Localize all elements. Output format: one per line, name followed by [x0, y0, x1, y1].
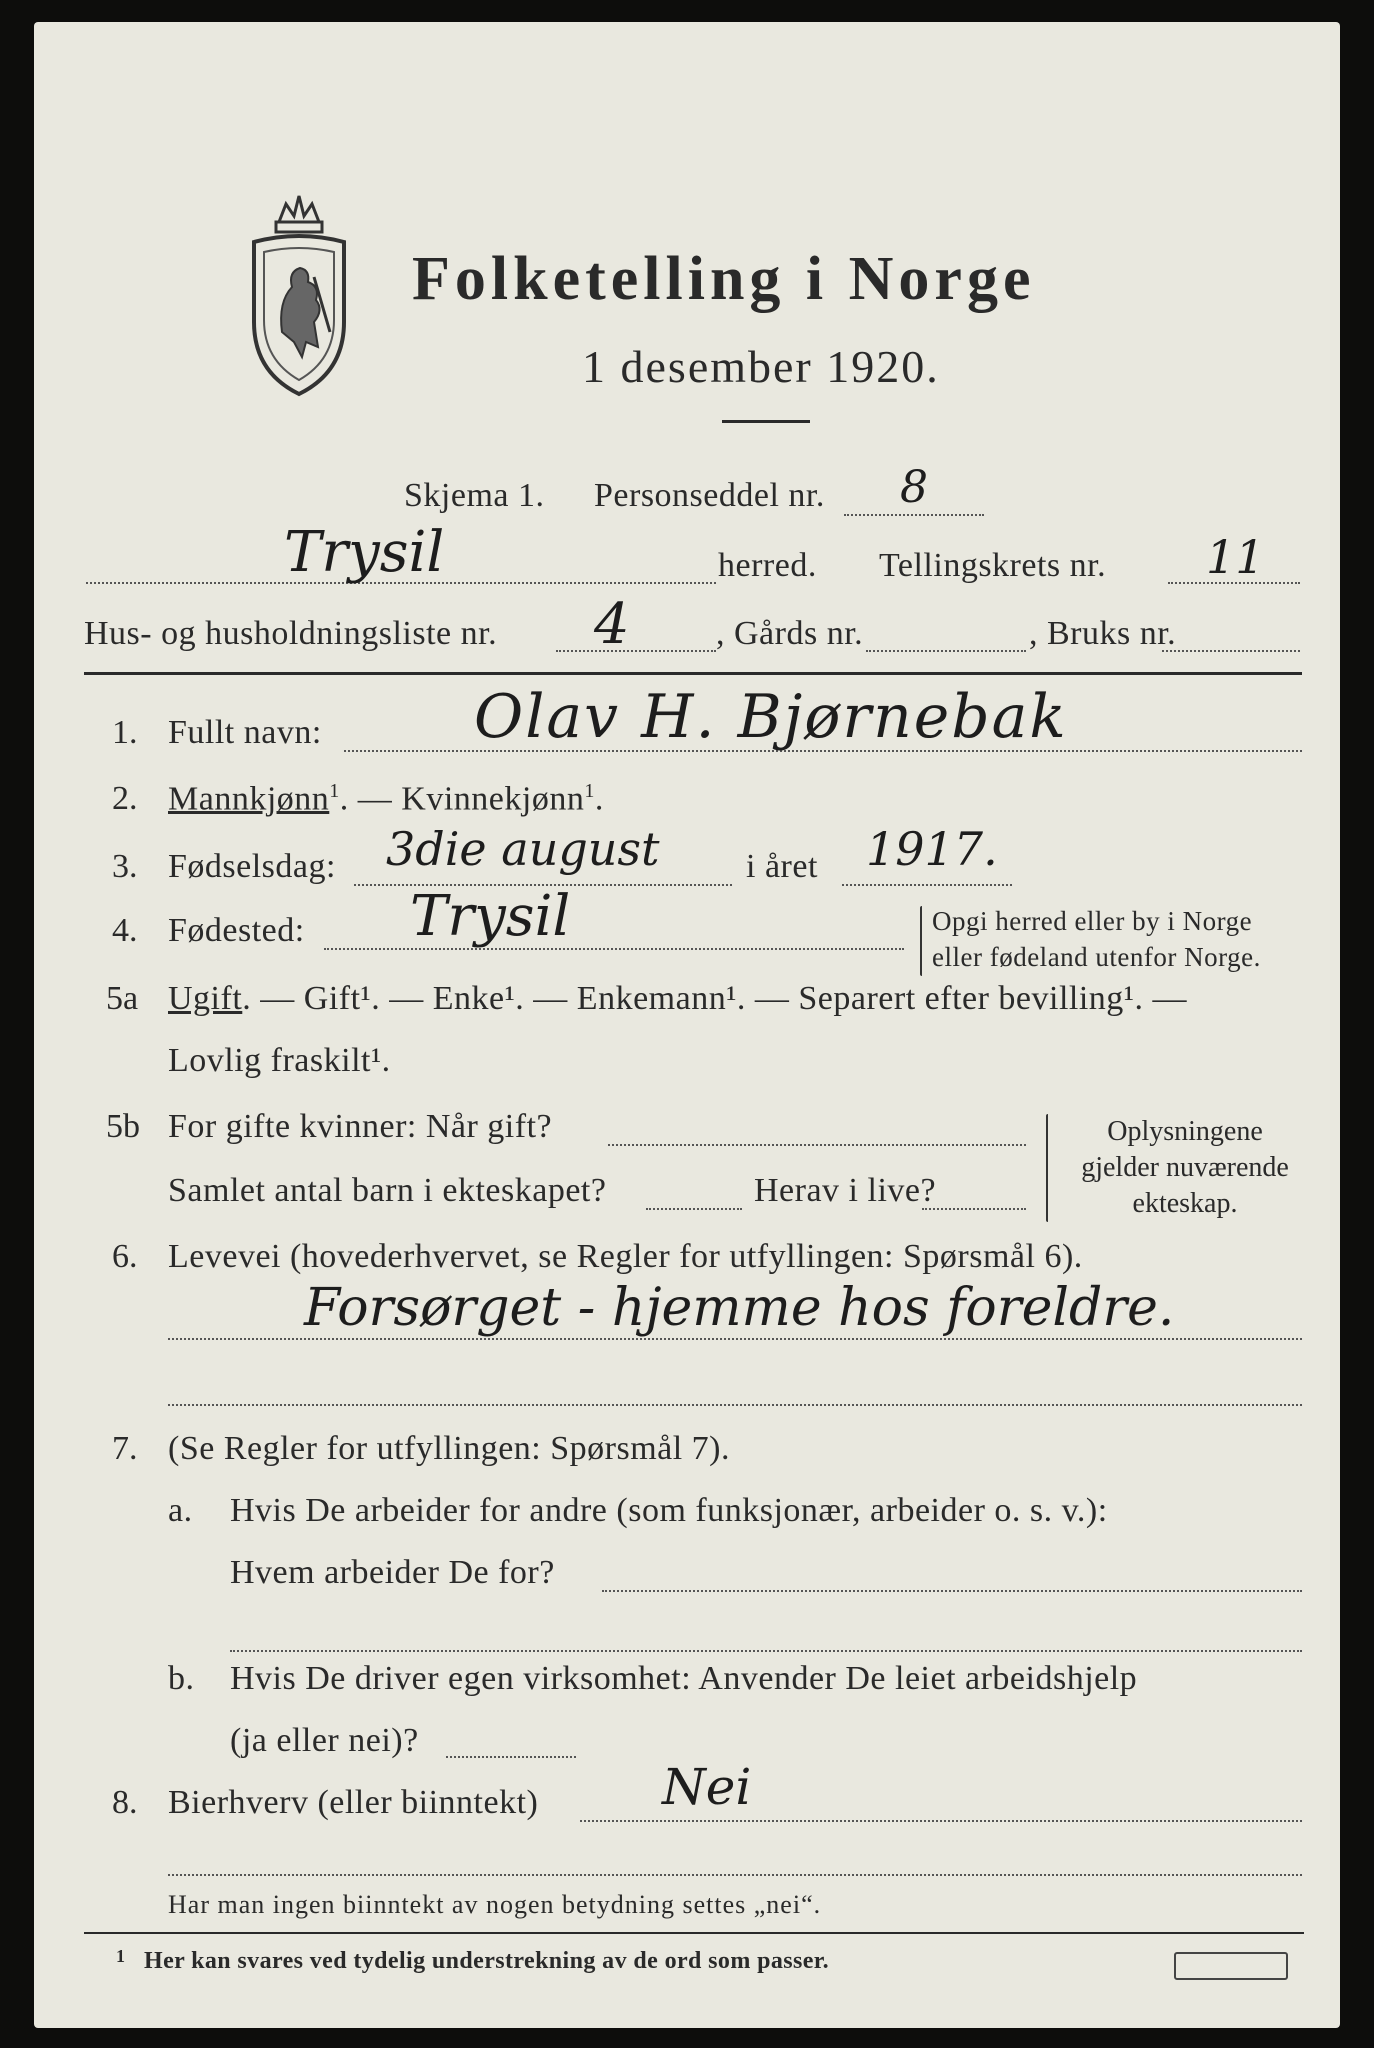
occupation-value[interactable]: Forsørget - hjemme hos foreldre. — [304, 1278, 1175, 1338]
title-divider — [722, 420, 810, 423]
q5b-line2a: Samlet antal barn i ekteskapet? — [168, 1172, 607, 1209]
q5a-options — [168, 980, 1187, 1018]
q2-sup-female: 1 — [584, 780, 595, 802]
q5a-other-options: . — Gift¹. — Enke¹. — Enkemann¹. — Separert efter bevilling¹. — — [242, 980, 1187, 1017]
q1-number: 1. — [112, 714, 138, 751]
footnote-text: Her kan svares ved tydelig understrekning av de ord som passer. — [144, 1948, 830, 1974]
q7a-text: Hvis De arbeider for andre (som funksjonær, arbeider o. s. v.): — [230, 1492, 1108, 1529]
form-subtitle: 1 desember 1920. — [582, 341, 940, 392]
q3-year-label: i året — [746, 848, 818, 885]
q4-note-brace — [920, 906, 922, 976]
husliste-label: Hus- og husholdningsliste nr. — [84, 615, 498, 652]
q7-label: (Se Regler for utfyllingen: Spørsmål 7). — [168, 1430, 731, 1467]
q8-number: 8. — [112, 1784, 138, 1821]
personseddel-line — [844, 514, 984, 516]
norway-coat-of-arms-icon — [244, 182, 354, 402]
q7-number: 7. — [112, 1430, 138, 1467]
husliste-value[interactable]: 4 — [594, 592, 630, 657]
bruks-line — [1162, 650, 1300, 652]
q5a-number: 5a — [106, 980, 139, 1017]
full-name-value[interactable]: Olav H. Bjørnebak — [474, 682, 1068, 752]
marital-ugift-option[interactable]: Ugift — [168, 980, 243, 1017]
q4-number: 4. — [112, 912, 138, 949]
herred-label: herred. — [718, 547, 817, 584]
q4-note-line1: Opgi herred eller by i Norge — [932, 906, 1253, 936]
q8-note: Har man ingen biinntekt av nogen betydning settes „nei“. — [168, 1890, 822, 1919]
q6-label: Levevei (hovederhvervet, se Regler for utfyllingen: Spørsmål 6). — [168, 1238, 1083, 1275]
printer-stamp-icon — [1174, 1952, 1288, 1980]
gards-line — [866, 650, 1026, 652]
q6-line1 — [168, 1338, 1302, 1340]
q4-note-line2: eller fødeland utenfor Norge. — [932, 942, 1261, 972]
q3-label: Fødselsdag: — [168, 848, 336, 885]
q7a-letter: a. — [168, 1492, 193, 1529]
birth-day-value[interactable]: 3die august — [386, 822, 660, 876]
tellingskrets-value[interactable]: 11 — [1206, 530, 1265, 584]
q7b-line — [446, 1756, 576, 1758]
gender-female-option[interactable]: Kvinnekjønn — [401, 780, 585, 818]
census-form-page — [34, 22, 1340, 2028]
personseddel-label: Personseddel nr. — [594, 477, 825, 514]
q5a-line2: Lovlig fraskilt¹. — [168, 1042, 391, 1079]
herred-value[interactable]: Trysil — [284, 520, 445, 585]
q5b-note-line2: gjelder nuværende — [1081, 1152, 1289, 1183]
q6-number: 6. — [112, 1238, 138, 1275]
q5b-number: 5b — [106, 1108, 140, 1145]
husliste-line — [556, 650, 716, 652]
q5b-note-line1: Oplysningene — [1107, 1116, 1263, 1147]
q5b-line2b: Herav i live? — [754, 1172, 937, 1209]
q4-label: Fødested: — [168, 912, 305, 949]
q5b-note-line3: ekteskap. — [1132, 1188, 1238, 1219]
q7a-question: Hvem arbeider De for? — [230, 1554, 555, 1591]
q3-year-line — [842, 884, 1012, 886]
q7b-text: Hvis De driver egen virksomhet: Anvender De leiet arbeidshjelp — [230, 1660, 1138, 1697]
q5b-line1-fill — [608, 1144, 1026, 1146]
footnote-divider — [84, 1932, 1304, 1934]
q2-sup-male: 1 — [329, 780, 340, 802]
q3-number: 3. — [112, 848, 138, 885]
footnote-mark: 1 — [116, 1946, 126, 1966]
q7a-line2 — [230, 1650, 1302, 1652]
q2-end: . — [594, 780, 604, 818]
birthplace-value[interactable]: Trysil — [410, 884, 571, 949]
q8-label: Bierhverv (eller biinntekt) — [168, 1784, 539, 1821]
side-income-value[interactable]: Nei — [662, 1758, 752, 1816]
q8-line1 — [580, 1820, 1302, 1822]
q2-separator: . — — [339, 780, 402, 818]
q5b-live-fill — [922, 1208, 1026, 1210]
q2-options — [168, 780, 604, 818]
q1-label: Fullt navn: — [168, 714, 322, 751]
q5b-note-brace — [1046, 1114, 1048, 1222]
form-title: Folketelling i Norge — [412, 245, 1036, 313]
q7b-question: (ja eller nei)? — [230, 1722, 419, 1759]
q6-line2 — [168, 1404, 1302, 1406]
gards-label: , Gårds nr. — [716, 615, 864, 652]
bruks-label: , Bruks nr. — [1029, 615, 1177, 652]
birth-year-value[interactable]: 1917. — [866, 822, 998, 876]
q7b-letter: b. — [168, 1660, 195, 1697]
skjema-label: Skjema 1. — [404, 477, 545, 514]
section-divider — [84, 672, 1302, 675]
q5b-line1: For gifte kvinner: Når gift? — [168, 1108, 553, 1145]
tellingskrets-label: Tellingskrets nr. — [879, 547, 1107, 584]
personseddel-value[interactable]: 8 — [900, 462, 928, 513]
gender-male-option[interactable]: Mannkjønn — [168, 780, 330, 818]
q5b-barn-fill — [646, 1208, 742, 1210]
q2-number: 2. — [112, 780, 138, 817]
q7a-line1 — [602, 1590, 1302, 1592]
q8-line2 — [168, 1874, 1302, 1876]
